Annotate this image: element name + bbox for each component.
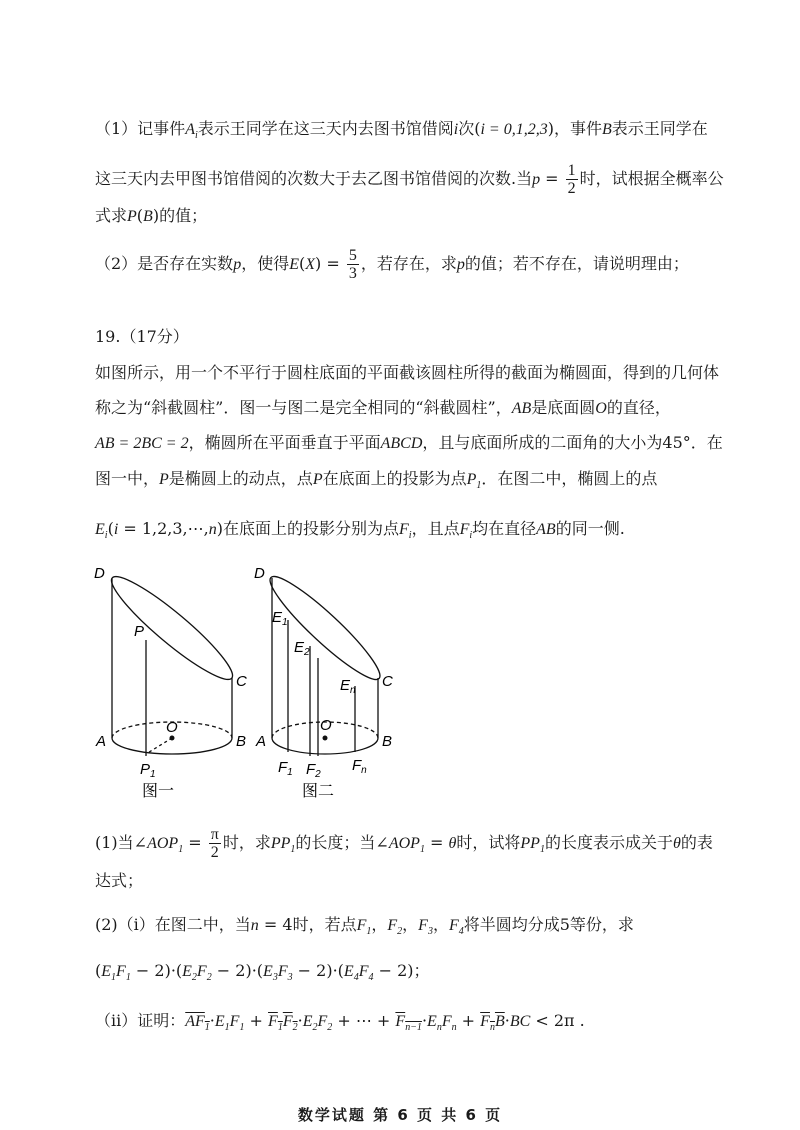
fig1-label-a: A	[96, 733, 107, 750]
fig2-center-dot	[323, 736, 328, 741]
q19-sub2ii: （ii）证明：$AF_1\cdot E_1F_1 + F_1F_2\cdot E_2F_2$ + ⋯ + $F_{n-1}\cdot E_nF_n + F_nB\cdot BC < 2\pi$ .	[95, 1011, 585, 1034]
fig1-label-p1: $P_1$	[140, 761, 156, 780]
fig2-label-fn: $F_n$	[352, 757, 367, 776]
fig2-label-a: A	[256, 733, 267, 750]
q19-line1: 如图所示，用一个不平行于圆柱底面的平面截该圆柱所得的截面为椭圆面，得到的几何体	[95, 363, 720, 382]
fig2-label-d: D	[254, 565, 265, 582]
fig1-ellipse	[103, 566, 242, 689]
fig2-label-b: B	[382, 733, 393, 750]
fig2-label-c: C	[382, 673, 393, 690]
page-footer: 数学试题 第 6 页 共 6 页	[297, 1106, 503, 1124]
fig2-label-o: O	[320, 717, 332, 734]
fig1-label-p: P	[134, 623, 145, 640]
figure-1	[90, 560, 260, 800]
fig1-label-b: B	[236, 733, 247, 750]
fig2-ellipse	[261, 567, 388, 688]
fig1-caption: 图一	[142, 781, 175, 800]
q18-part2: （2）是否存在实数p，使得E(X) = $\frac{5}{3}$ ，若存在，求p的值；若不存在，请说明理由；	[95, 247, 689, 282]
fig2-caption: 图二	[302, 781, 335, 800]
q19-line5: $E_i(i$ = 1,2,3,⋯,n)在底面上的投影分别为点$F_i$，且点$F_i$均在直径AB的同一侧.	[95, 519, 625, 542]
q19-line3: AB = 2BC = 2，椭圆所在平面垂直于平面ABCD，且与底面所成的二面角的大小为45°．在	[95, 433, 723, 452]
q18-part1-line2: 这三天内去甲图书馆借阅的次数大于去乙图书馆借阅的次数.当p = $\frac{1}{2}$ 时，试根据全概率公	[95, 162, 724, 197]
q19-sub1-line1: (1)当$\angle AOP_1$ = $\frac{\pi}{2}$ 时，求$PP_1$的长度；当$\angle AOP_1 = \theta$时，试将$PP_1$的长度表示成关于θ的表	[95, 826, 713, 861]
q19-sub1-line2: 达式；	[95, 871, 144, 890]
index-set: i = 0,1,2,3	[480, 121, 548, 138]
fig2-label-f2: $F_2$	[306, 761, 321, 780]
q19-header: 19.（17分）	[95, 327, 189, 346]
q19-line4: 图一中，P是椭圆上的动点，点P在底面上的投影为点$P_1$．在图二中，椭圆上的点	[95, 469, 658, 492]
fig1-label-c: C	[236, 673, 247, 690]
fig1-label-d: D	[94, 565, 105, 582]
q19-sub2i-line2: $(E_1F_1 - 2)\cdot(E_2F_2 - 2)\cdot(E_3F_3 - 2)\cdot(E_4F_4 - 2)$；	[95, 961, 430, 984]
q19-sub2i-line1: (2)（i）在图二中，当n = 4时，若点$F_1$，$F_2$，$F_3$，$F_4$将半圆均分成5等份，求	[95, 915, 634, 938]
figure-2	[250, 560, 420, 800]
fig1-center-dot	[170, 736, 175, 741]
q18-part1-line3: 式求P(B)的值；	[95, 206, 208, 225]
fig2-label-en: $E_n$	[340, 677, 356, 696]
fig2-label-e1: $E_1$	[272, 609, 288, 628]
q19-line2: 称之为“斜截圆柱”．图一与图二是完全相同的“斜截圆柱”，AB是底面圆O的直径，	[95, 398, 671, 417]
fig2-label-e2: $E_2$	[294, 639, 310, 658]
fig2-label-f1: $F_1$	[278, 759, 293, 778]
fig1-label-o: O	[166, 719, 178, 736]
fig1-op1	[146, 738, 172, 754]
q18-part1-line1: （1）记事件$A_i$表示王同学在这三天内去图书馆借阅i次(i = 0,1,2,3)，事件B表示王同学在	[95, 119, 708, 142]
